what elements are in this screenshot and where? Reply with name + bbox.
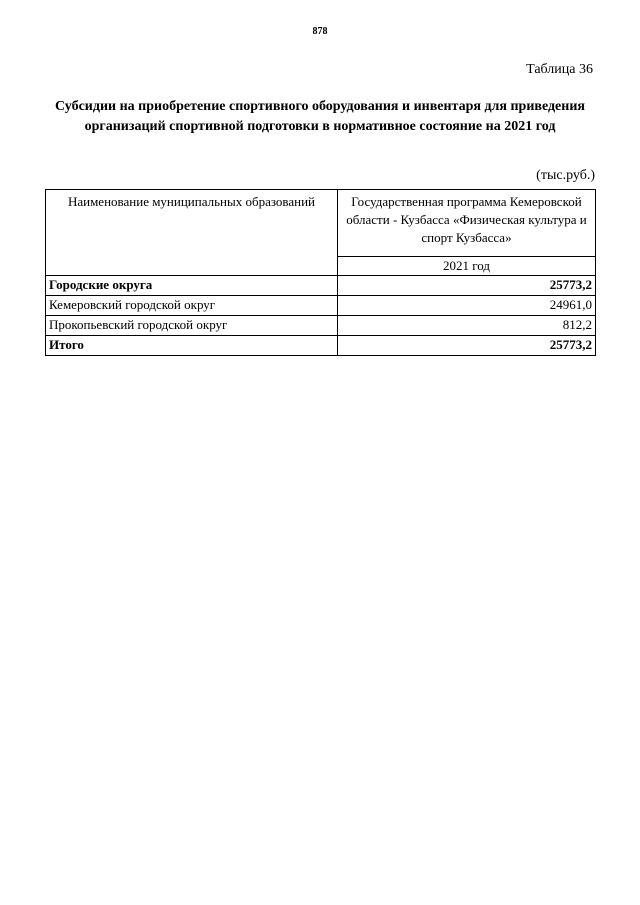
subsidy-table bbox=[45, 189, 596, 356]
title-line-2: организаций спортивной подготовки в нормативное состояние на 2021 год bbox=[84, 119, 556, 134]
page-number: 878 bbox=[312, 26, 328, 37]
title-line-1: Субсидии на приобретение спортивного оборудования и инвентаря для приведения bbox=[55, 99, 585, 114]
row-value: 24961,0 bbox=[338, 296, 596, 316]
row-value: 812,2 bbox=[338, 316, 596, 336]
header-year: 2021 год bbox=[338, 257, 596, 276]
row-value: 25773,2 bbox=[338, 276, 596, 296]
table-row bbox=[46, 336, 596, 356]
row-name: Городские округа bbox=[46, 276, 338, 296]
table-row bbox=[46, 296, 596, 316]
row-value: 25773,2 bbox=[338, 336, 596, 356]
row-name: Прокопьевский городской округ bbox=[46, 316, 338, 336]
table-row bbox=[46, 316, 596, 336]
row-name: Кемеровский городской округ bbox=[46, 296, 338, 316]
header-program: Государственная программа Кемеровской области - Кузбасса «Физическая культура и спорт Кузбасса» bbox=[338, 190, 596, 257]
table-row bbox=[46, 276, 596, 296]
table-header-row bbox=[46, 190, 596, 257]
header-municipality: Наименование муниципальных образований bbox=[46, 190, 338, 276]
document-title bbox=[40, 97, 600, 137]
table-caption: Таблица 36 bbox=[526, 62, 593, 77]
units-label: (тыс.руб.) bbox=[536, 168, 595, 183]
row-name: Итого bbox=[46, 336, 338, 356]
